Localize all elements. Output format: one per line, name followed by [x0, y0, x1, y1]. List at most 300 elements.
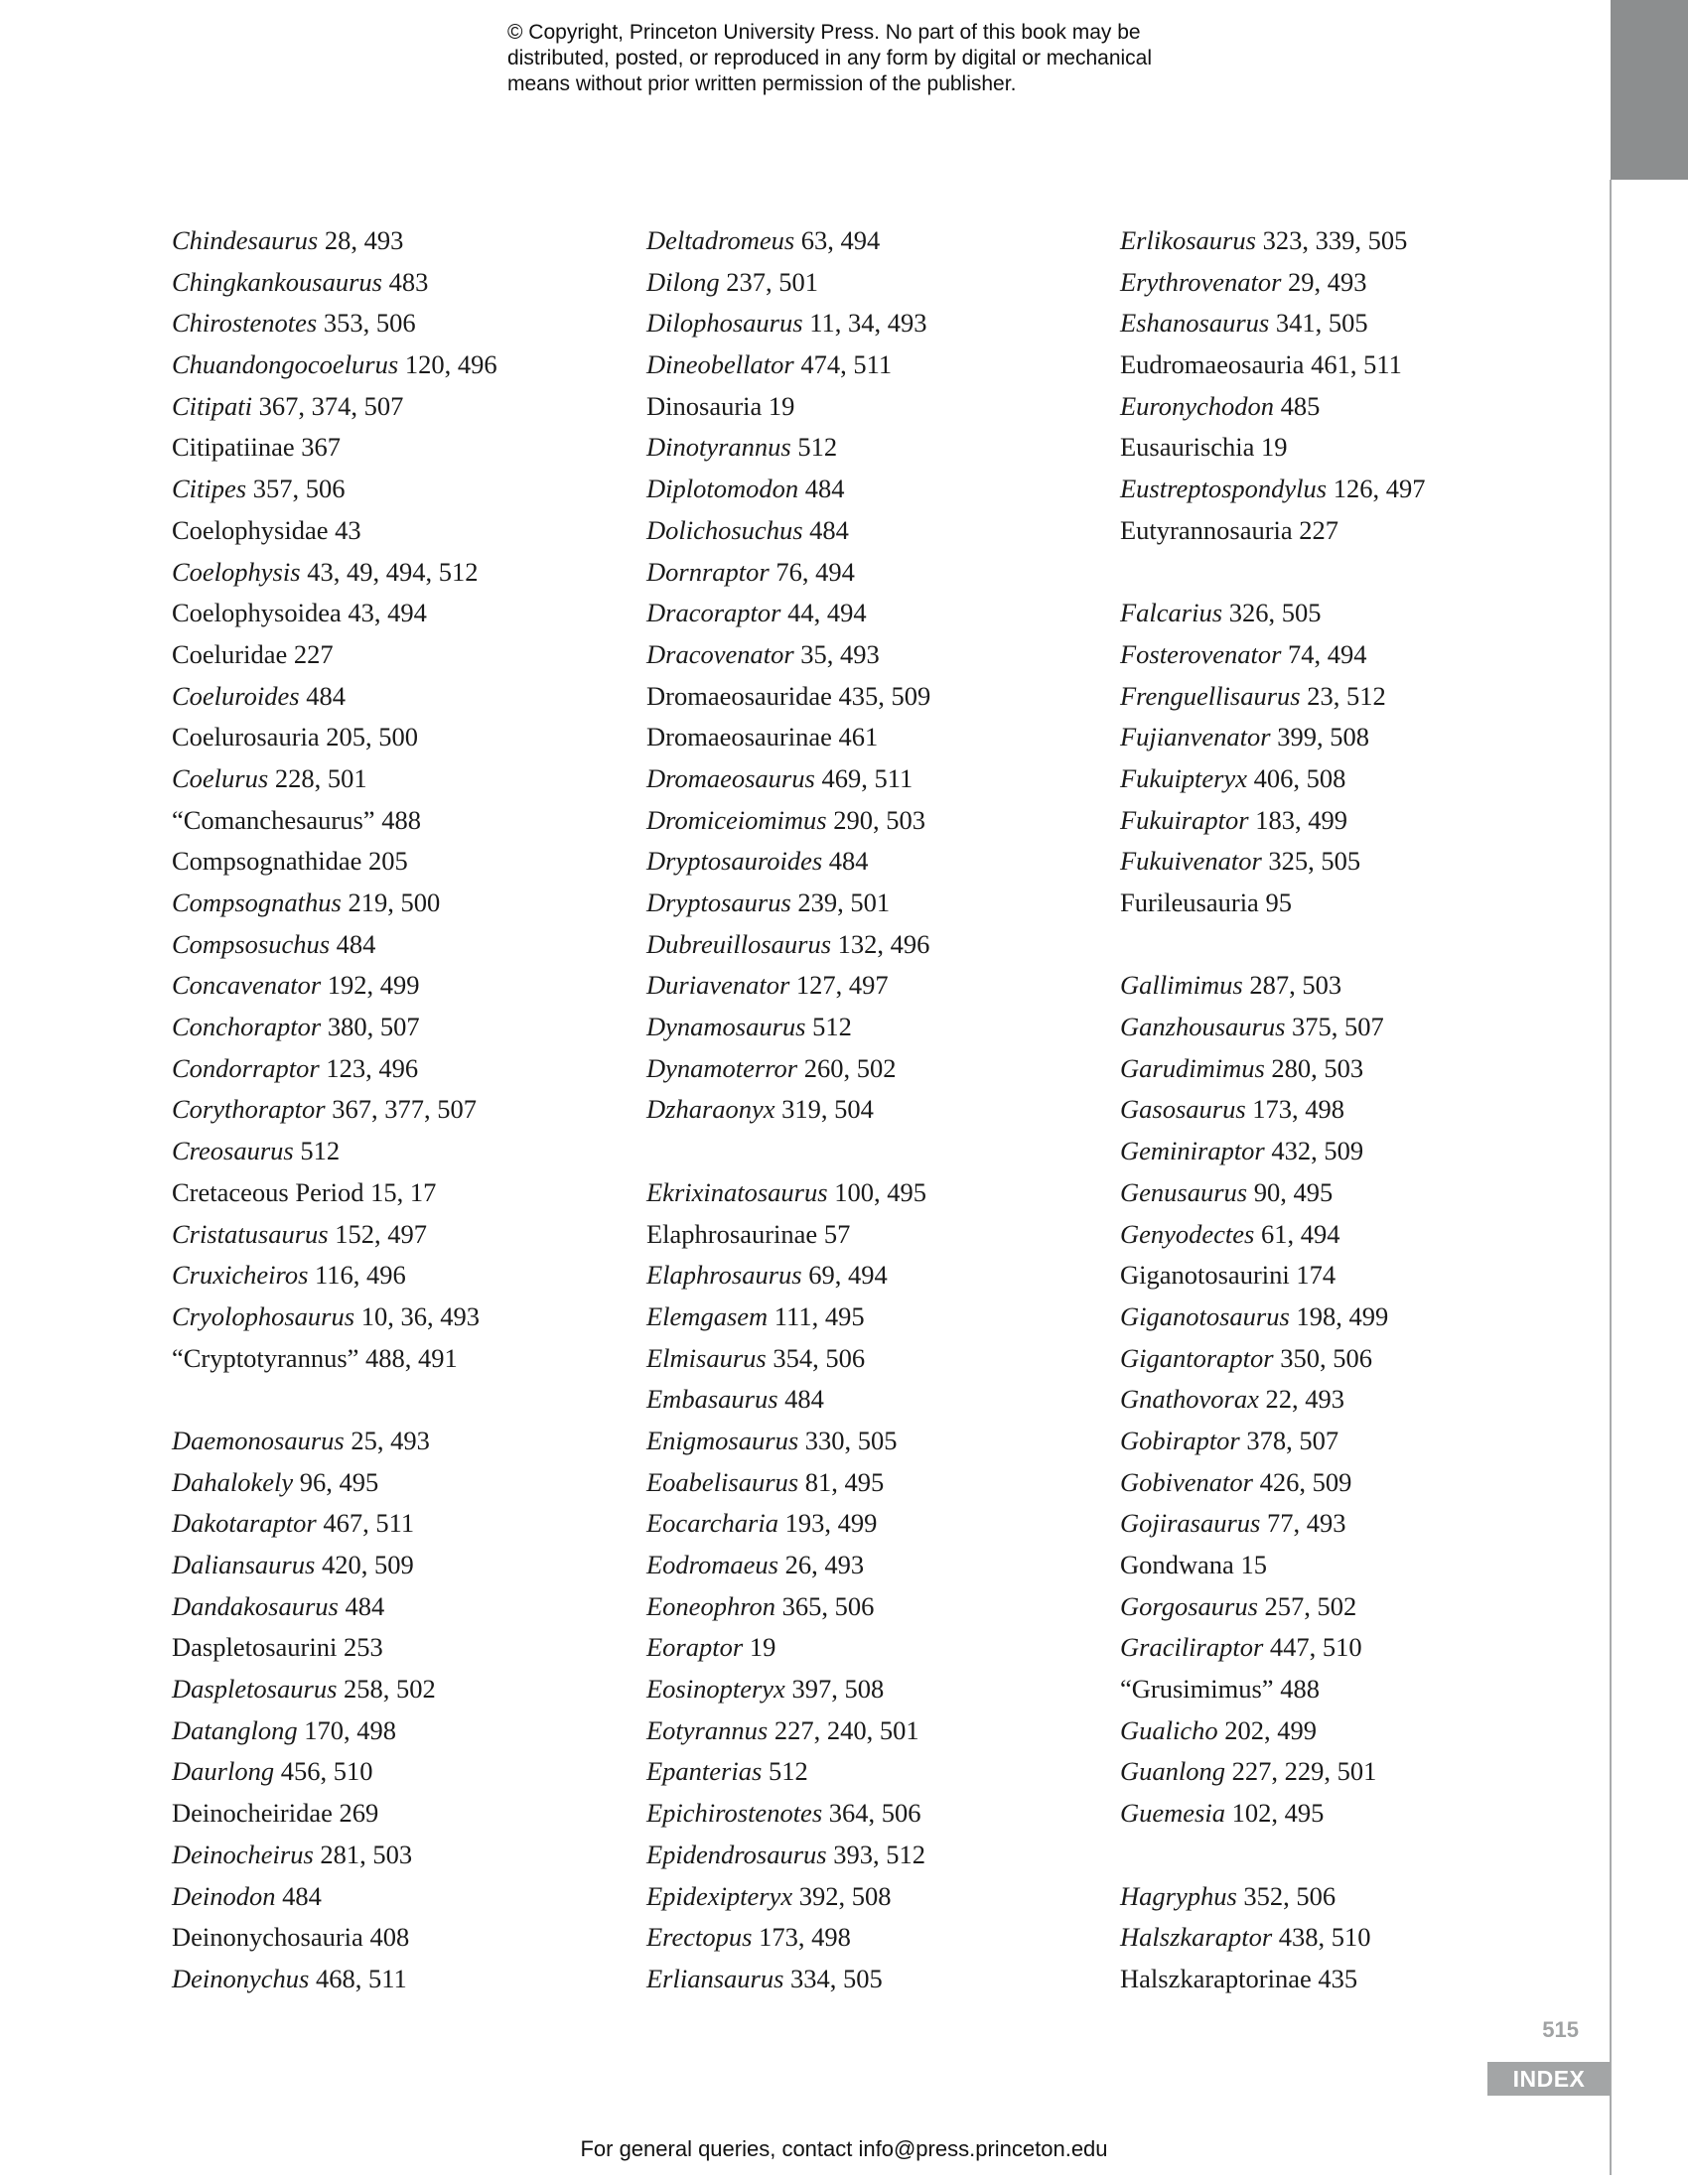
index-term: Deinonychosauria	[172, 1922, 363, 1953]
index-term: Dryptosaurus	[646, 887, 791, 917]
index-pages: 205	[368, 846, 408, 877]
index-entry	[1120, 758, 1587, 800]
index-pages: 192, 499	[327, 970, 420, 1001]
index-entry	[646, 1048, 1113, 1090]
index-term: Erythrovenator	[1120, 266, 1282, 297]
index-pages: 19	[1261, 432, 1288, 463]
index-entry	[646, 1669, 1113, 1710]
index-entry	[1120, 1669, 1587, 1710]
index-pages: 227, 240, 501	[774, 1714, 919, 1745]
index-entry	[172, 676, 638, 718]
index-term: Fosterovenator	[1120, 638, 1282, 669]
index-pages: 193, 499	[784, 1508, 878, 1539]
index-pages: 132, 496	[837, 928, 930, 959]
index-term: Halszkaraptor	[1120, 1922, 1273, 1953]
index-pages: 28, 493	[324, 225, 404, 255]
index-entry	[172, 1131, 638, 1172]
index-column-1	[172, 220, 638, 2000]
index-pages: 334, 505	[790, 1963, 883, 1993]
index-term: Daspletosaurus	[172, 1674, 338, 1705]
index-term: Fukuipteryx	[1120, 762, 1248, 793]
index-pages: 469, 511	[821, 762, 914, 793]
index-entry	[172, 262, 638, 304]
index-entry	[646, 1297, 1113, 1338]
index-pages: 69, 494	[808, 1260, 888, 1291]
index-term: Elmisaurus	[646, 1342, 767, 1373]
index-entry	[172, 1586, 638, 1628]
index-entry	[172, 1876, 638, 1918]
index-pages: 352, 506	[1243, 1880, 1336, 1911]
index-term: Gigantoraptor	[1120, 1342, 1274, 1373]
index-pages: 43	[335, 514, 361, 545]
index-pages: 456, 510	[280, 1756, 373, 1787]
index-entry	[646, 1338, 1113, 1380]
index-pages: 512	[300, 1136, 341, 1166]
index-term: Hagryphus	[1120, 1880, 1237, 1911]
index-term: “Grusimimus”	[1120, 1674, 1274, 1705]
index-term: Dromaeosauridae	[646, 680, 832, 711]
index-entry	[646, 469, 1113, 510]
index-entry	[172, 1007, 638, 1048]
index-term: Genyodectes	[1120, 1218, 1255, 1249]
index-entry	[172, 965, 638, 1007]
index-term: Furileusauria	[1120, 887, 1259, 917]
index-entry	[646, 1959, 1113, 2000]
index-term: Dineobellator	[646, 349, 794, 380]
index-pages: 512	[797, 432, 838, 463]
index-term: Condorraptor	[172, 1052, 320, 1083]
index-term: Daspletosaurini	[172, 1632, 338, 1663]
index-pages: 227	[1299, 514, 1339, 545]
index-term: Concavenator	[172, 970, 322, 1001]
index-term: Dilophosaurus	[646, 308, 803, 339]
index-pages: 447, 510	[1269, 1632, 1362, 1663]
index-pages: 61, 494	[1261, 1218, 1340, 1249]
index-entry	[172, 1172, 638, 1214]
index-term: Daemonosaurus	[172, 1425, 345, 1455]
index-pages: 81, 495	[804, 1466, 885, 1497]
index-entry	[172, 1462, 638, 1504]
index-entry	[172, 220, 638, 262]
index-term: Dubreuillosaurus	[646, 928, 832, 959]
index-entry	[1120, 1214, 1587, 1256]
index-term: Deinocheiridae	[172, 1798, 333, 1829]
index-term: Citipes	[172, 474, 247, 504]
index-pages: 102, 495	[1231, 1798, 1325, 1829]
index-entry	[1120, 220, 1587, 262]
index-entry	[646, 965, 1113, 1007]
index-term: Eshanosaurus	[1120, 308, 1270, 339]
index-term: Fukuiraptor	[1120, 804, 1249, 835]
index-term: Compsosuchus	[172, 928, 331, 959]
index-gap	[646, 1131, 1113, 1172]
page-edge-line	[1610, 180, 1612, 2175]
index-pages: 468, 511	[315, 1963, 407, 1993]
index-entry	[172, 510, 638, 552]
index-entry	[646, 841, 1113, 883]
index-term: Dandakosaurus	[172, 1590, 339, 1621]
index-term: Chingkankousaurus	[172, 266, 382, 297]
index-entry	[1120, 1089, 1587, 1131]
index-entry	[172, 1627, 638, 1669]
index-term: Eutyrannosauria	[1120, 514, 1293, 545]
index-term: Dromaeosaurus	[646, 762, 815, 793]
index-entry	[1120, 1627, 1587, 1669]
index-entry	[1120, 1503, 1587, 1545]
index-pages: 378, 507	[1246, 1425, 1339, 1455]
index-term: Eusaurischia	[1120, 432, 1255, 463]
index-gap	[1120, 924, 1587, 966]
index-entry	[646, 1751, 1113, 1793]
index-entry	[646, 386, 1113, 428]
index-term: Frenguellisaurus	[1120, 680, 1301, 711]
index-gap	[172, 1379, 638, 1421]
index-entry	[646, 1876, 1113, 1918]
index-term: Gasosaurus	[1120, 1094, 1246, 1125]
index-term: Giganotosaurini	[1120, 1260, 1290, 1291]
index-term: Gojirasaurus	[1120, 1508, 1261, 1539]
index-pages: 111, 495	[774, 1300, 865, 1331]
index-term: Corythoraptor	[172, 1094, 326, 1125]
index-entry	[172, 1255, 638, 1297]
index-pages: 353, 506	[323, 308, 416, 339]
index-gap	[1120, 552, 1587, 594]
index-entry	[172, 1835, 638, 1876]
index-entry	[172, 1297, 638, 1338]
index-term: Coelophysis	[172, 556, 301, 587]
index-pages: 90, 495	[1253, 1176, 1334, 1207]
index-pages: 290, 503	[833, 804, 925, 835]
index-column-3	[1120, 220, 1587, 2000]
index-pages: 485	[1280, 390, 1321, 421]
index-pages: 399, 508	[1277, 722, 1369, 752]
index-entry	[1120, 634, 1587, 676]
index-entry	[1120, 593, 1587, 634]
index-pages: 257, 502	[1264, 1590, 1357, 1621]
index-pages: 116, 496	[315, 1260, 406, 1291]
index-entry	[172, 593, 638, 634]
index-term: Epidexipteryx	[646, 1880, 793, 1911]
index-pages: 260, 502	[803, 1052, 897, 1083]
index-entry	[1120, 303, 1587, 344]
index-column-2	[646, 220, 1113, 2000]
index-term: Deltadromeus	[646, 225, 795, 255]
index-pages: 227	[293, 638, 334, 669]
index-term: Eosinopteryx	[646, 1674, 785, 1705]
index-pages: 23, 512	[1307, 680, 1386, 711]
index-entry	[172, 841, 638, 883]
index-entry	[646, 510, 1113, 552]
index-pages: 123, 496	[326, 1052, 419, 1083]
index-term: Graciliraptor	[1120, 1632, 1264, 1663]
index-pages: 474, 511	[800, 349, 893, 380]
index-term: Daurlong	[172, 1756, 275, 1787]
index-pages: 280, 503	[1271, 1052, 1364, 1083]
index-pages: 202, 499	[1224, 1714, 1317, 1745]
index-pages: 367	[301, 432, 342, 463]
index-pages: 364, 506	[828, 1798, 921, 1829]
index-entry	[1120, 1917, 1587, 1959]
index-term: Gondwana	[1120, 1550, 1234, 1579]
index-term: Eustreptospondylus	[1120, 474, 1328, 504]
index-entry	[646, 1627, 1113, 1669]
index-term: Dahalokely	[172, 1466, 294, 1497]
index-pages: 484	[804, 474, 845, 504]
index-pages: 341, 505	[1275, 308, 1368, 339]
index-entry	[646, 1089, 1113, 1131]
index-entry	[1120, 800, 1587, 842]
index-pages: 483	[388, 266, 429, 297]
index-entry	[1120, 1048, 1587, 1090]
index-entry	[1120, 841, 1587, 883]
index-pages: 77, 493	[1267, 1508, 1346, 1539]
index-term: Embasaurus	[646, 1384, 778, 1415]
index-entry	[172, 883, 638, 924]
index-entry	[646, 1835, 1113, 1876]
index-entry	[646, 1007, 1113, 1048]
index-entry	[172, 800, 638, 842]
index-pages: 435, 509	[838, 680, 931, 711]
index-entry	[646, 1503, 1113, 1545]
index-pages: 287, 503	[1249, 970, 1342, 1001]
index-term: Euronychodon	[1120, 390, 1275, 421]
index-term: Chindesaurus	[172, 225, 319, 255]
index-term: “Cryptotyrannus”	[172, 1342, 359, 1373]
index-entry	[172, 717, 638, 758]
index-pages: 127, 497	[795, 970, 889, 1001]
index-entry	[1120, 344, 1587, 386]
index-term: Giganotosaurus	[1120, 1300, 1290, 1331]
index-pages: 367, 374, 507	[258, 390, 404, 421]
index-pages: 174	[1296, 1260, 1336, 1291]
index-pages: 239, 501	[797, 887, 891, 917]
index-entry	[646, 1172, 1113, 1214]
index-pages: 25, 493	[351, 1425, 430, 1455]
footer-contact: For general queries, contact info@press.princeton.edu	[580, 2136, 1108, 2161]
index-term: Eoneophron	[646, 1590, 776, 1621]
index-entry	[646, 1379, 1113, 1421]
index-entry	[646, 800, 1113, 842]
index-entry	[172, 924, 638, 966]
index-pages: 253	[343, 1632, 383, 1663]
index-entry	[1120, 676, 1587, 718]
index-term: Citipati	[172, 390, 252, 421]
index-entry	[646, 552, 1113, 594]
index-entry	[172, 1793, 638, 1835]
index-entry	[1120, 883, 1587, 924]
index-entry	[1120, 1751, 1587, 1793]
index-entry	[1120, 1172, 1587, 1214]
index-pages: 484	[784, 1384, 824, 1415]
index-entry	[1120, 469, 1587, 510]
index-pages: 461	[838, 722, 879, 752]
index-pages: 319, 504	[781, 1094, 874, 1125]
index-entry	[646, 1917, 1113, 1959]
index-term: Eoraptor	[646, 1632, 744, 1663]
index-term: Eotyrannus	[646, 1714, 769, 1745]
index-entry	[1120, 1793, 1587, 1835]
index-pages: 100, 495	[834, 1176, 926, 1207]
index-pages: 258, 502	[344, 1674, 436, 1705]
index-pages: 15	[1240, 1550, 1267, 1579]
index-entry	[1120, 1338, 1587, 1380]
index-pages: 426, 509	[1259, 1466, 1352, 1497]
page-number: 515	[1542, 2017, 1579, 2042]
index-term: Enigmosaurus	[646, 1425, 799, 1455]
index-term: Creosaurus	[172, 1136, 294, 1166]
index-pages: 380, 507	[327, 1012, 420, 1042]
index-entry	[1120, 1586, 1587, 1628]
index-pages: 43, 49, 494, 512	[307, 556, 479, 587]
index-entry	[646, 1710, 1113, 1752]
index-gap	[1120, 1835, 1587, 1876]
index-pages: 375, 507	[1292, 1012, 1384, 1042]
index-pages: 74, 494	[1288, 638, 1367, 669]
index-entry	[1120, 1131, 1587, 1172]
index-entry	[646, 634, 1113, 676]
index-pages: 43, 494	[348, 598, 427, 628]
index-pages: 205, 500	[326, 722, 419, 752]
index-entry	[172, 1545, 638, 1586]
index-term: Daliansaurus	[172, 1550, 316, 1579]
index-term: Chuandongocoelurus	[172, 349, 399, 380]
index-term: Chirostenotes	[172, 308, 318, 339]
index-pages: 512	[768, 1756, 808, 1787]
index-term: Eudromaeosauria	[1120, 349, 1305, 380]
index-term: Fujianvenator	[1120, 722, 1271, 752]
index-term: Dynamoterror	[646, 1052, 798, 1083]
index-entry	[646, 220, 1113, 262]
index-term: Garudimimus	[1120, 1052, 1265, 1083]
index-term: Elemgasem	[646, 1300, 769, 1331]
index-term: Conchoraptor	[172, 1012, 322, 1042]
index-pages: 96, 495	[299, 1466, 379, 1497]
index-pages: 22, 493	[1265, 1384, 1344, 1415]
index-term: Epanterias	[646, 1756, 763, 1787]
index-pages: 484	[345, 1590, 385, 1621]
index-pages: 467, 511	[323, 1508, 415, 1539]
index-entry	[172, 634, 638, 676]
index-term: Genusaurus	[1120, 1176, 1248, 1207]
index-term: “Comanchesaurus”	[172, 804, 375, 835]
index-entry	[1120, 1876, 1587, 1918]
index-pages: 95	[1265, 887, 1292, 917]
index-term: Elaphrosaurinae	[646, 1218, 818, 1249]
index-pages: 406, 508	[1253, 762, 1346, 793]
index-pages: 488, 491	[365, 1342, 458, 1373]
index-term: Coelurus	[172, 762, 269, 793]
index-pages: 237, 501	[726, 266, 818, 297]
index-term: Erliansaurus	[646, 1963, 784, 1993]
index-pages: 330, 505	[804, 1425, 898, 1455]
index-entry	[172, 303, 638, 344]
index-pages: 357, 506	[252, 474, 346, 504]
index-pages: 10, 36, 493	[360, 1300, 480, 1331]
index-term: Dolichosuchus	[646, 514, 803, 545]
index-pages: 19	[749, 1632, 776, 1663]
index-pages: 57	[823, 1218, 851, 1249]
copyright-line: means without prior written permission of the publisher.	[507, 72, 1017, 95]
index-entry	[1120, 510, 1587, 552]
index-term: Dakotaraptor	[172, 1508, 317, 1539]
index-term: Dromaeosaurinae	[646, 722, 832, 752]
index-pages: 11, 34, 493	[809, 308, 927, 339]
index-entry	[1120, 427, 1587, 469]
index-pages: 19	[768, 390, 795, 421]
index-term: Coeluroides	[172, 680, 300, 711]
index-term: Coelophysidae	[172, 514, 329, 545]
index-term: Duriavenator	[646, 970, 790, 1001]
index-entry	[646, 1421, 1113, 1462]
index-pages: 227, 229, 501	[1231, 1756, 1377, 1787]
index-term: Deinodon	[172, 1880, 276, 1911]
index-pages: 484	[336, 928, 376, 959]
index-entry	[646, 1793, 1113, 1835]
index-term: Ganzhousaurus	[1120, 1012, 1286, 1042]
index-entry	[1120, 1959, 1587, 2000]
index-term: Cristatusaurus	[172, 1218, 329, 1249]
index-term: Erectopus	[646, 1922, 753, 1953]
index-pages: 435	[1318, 1963, 1358, 1993]
index-entry	[172, 1338, 638, 1380]
index-pages: 438, 510	[1278, 1922, 1371, 1953]
index-pages: 219, 500	[348, 887, 441, 917]
index-pages: 173, 498	[1252, 1094, 1345, 1125]
index-term: Eodromaeus	[646, 1550, 778, 1579]
index-pages: 367, 377, 507	[332, 1094, 477, 1125]
index-entry	[646, 344, 1113, 386]
section-tab: INDEX	[1487, 2062, 1611, 2096]
index-entry	[172, 344, 638, 386]
index-term: Deinonychus	[172, 1963, 310, 1993]
index-term: Compsognathidae	[172, 846, 362, 877]
index-entry	[646, 758, 1113, 800]
index-term: Dynamosaurus	[646, 1012, 806, 1042]
index-entry	[646, 924, 1113, 966]
index-pages: 63, 494	[800, 225, 881, 255]
index-term: Datanglong	[172, 1714, 298, 1745]
index-entry	[646, 1462, 1113, 1504]
index-entry	[172, 1959, 638, 2000]
index-pages: 488	[381, 804, 421, 835]
index-pages: 152, 497	[335, 1218, 427, 1249]
index-term: Eoabelisaurus	[646, 1466, 799, 1497]
index-term: Gallimimus	[1120, 970, 1243, 1001]
index-entry	[646, 1586, 1113, 1628]
index-entry	[172, 552, 638, 594]
index-entry	[172, 1669, 638, 1710]
index-entry	[172, 1710, 638, 1752]
index-pages: 35, 493	[800, 638, 880, 669]
index-term: Guemesia	[1120, 1798, 1225, 1829]
index-pages: 484	[282, 1880, 322, 1911]
index-pages: 120, 496	[404, 349, 497, 380]
index-term: Dornraptor	[646, 556, 770, 587]
index-pages: 228, 501	[274, 762, 367, 793]
index-entry	[1120, 965, 1587, 1007]
index-term: Coeluridae	[172, 638, 288, 669]
index-entry	[646, 676, 1113, 718]
index-pages: 323, 339, 505	[1262, 225, 1408, 255]
index-term: Cryolophosaurus	[172, 1300, 355, 1331]
index-term: Dracoraptor	[646, 598, 781, 628]
index-entry	[1120, 1255, 1587, 1297]
index-entry	[1120, 1007, 1587, 1048]
index-pages: 44, 494	[787, 598, 867, 628]
index-pages: 15, 17	[370, 1176, 437, 1207]
index-entry	[172, 469, 638, 510]
index-pages: 325, 505	[1268, 846, 1361, 877]
